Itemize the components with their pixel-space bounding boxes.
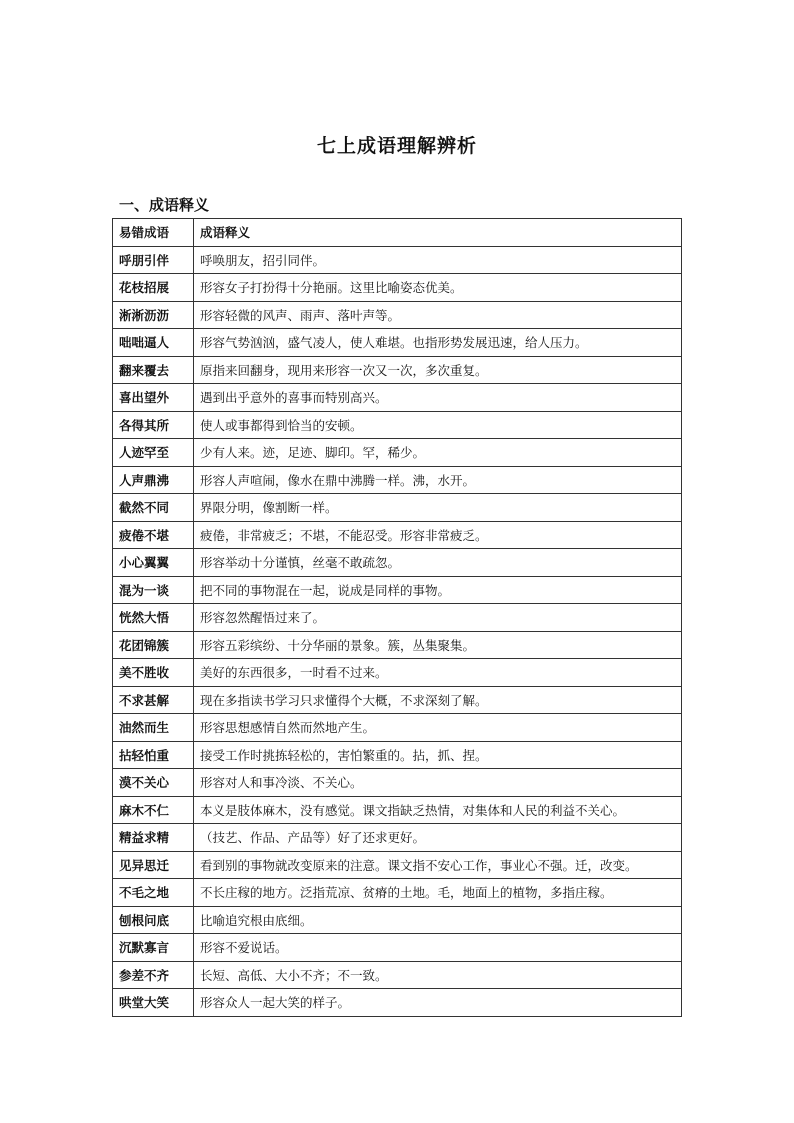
table-row bbox=[113, 521, 682, 549]
idiom-term: 喜出望外 bbox=[113, 384, 194, 412]
idiom-definition: 少有人来。迹，足迹、脚印。罕，稀少。 bbox=[194, 439, 682, 467]
idiom-term: 恍然大悟 bbox=[113, 604, 194, 632]
idiom-term: 不求甚解 bbox=[113, 686, 194, 714]
table-row bbox=[113, 439, 682, 467]
idiom-term: 麻木不仁 bbox=[113, 796, 194, 824]
table-body bbox=[113, 246, 682, 1016]
table-row bbox=[113, 961, 682, 989]
column-header-definition: 成语释义 bbox=[194, 219, 682, 247]
table-row bbox=[113, 659, 682, 687]
idiom-definition: 原指来回翻身，现用来形容一次又一次，多次重复。 bbox=[194, 356, 682, 384]
table-row bbox=[113, 989, 682, 1017]
table-row bbox=[113, 824, 682, 852]
idiom-term: 油然而生 bbox=[113, 714, 194, 742]
idiom-definition: 使人或事都得到恰当的安顿。 bbox=[194, 411, 682, 439]
idiom-term: 人迹罕至 bbox=[113, 439, 194, 467]
idiom-term: 美不胜收 bbox=[113, 659, 194, 687]
table-row bbox=[113, 384, 682, 412]
idiom-term: 各得其所 bbox=[113, 411, 194, 439]
idiom-term: 刨根问底 bbox=[113, 906, 194, 934]
table-row bbox=[113, 356, 682, 384]
idiom-definition: 形容思想感情自然而然地产生。 bbox=[194, 714, 682, 742]
idiom-term: 截然不同 bbox=[113, 494, 194, 522]
idiom-definition: 形容忽然醒悟过来了。 bbox=[194, 604, 682, 632]
idiom-definition: 形容五彩缤纷、十分华丽的景象。簇，丛集聚集。 bbox=[194, 631, 682, 659]
idiom-term: 参差不齐 bbox=[113, 961, 194, 989]
idiom-term: 拈轻怕重 bbox=[113, 741, 194, 769]
table-row bbox=[113, 769, 682, 797]
idiom-definition: 把不同的事物混在一起，说成是同样的事物。 bbox=[194, 576, 682, 604]
table-row bbox=[113, 796, 682, 824]
column-header-idiom: 易错成语 bbox=[113, 219, 194, 247]
idiom-definition: 形容气势汹汹，盛气凌人，使人难堪。也指形势发展迅速，给人压力。 bbox=[194, 329, 682, 357]
idiom-definition: 不长庄稼的地方。泛指荒凉、贫瘠的土地。毛，地面上的植物，多指庄稼。 bbox=[194, 879, 682, 907]
idiom-definition: 形容轻微的风声、雨声、落叶声等。 bbox=[194, 301, 682, 329]
idiom-definition: 形容众人一起大笑的样子。 bbox=[194, 989, 682, 1017]
idiom-definition: 呼唤朋友，招引同伴。 bbox=[194, 246, 682, 274]
idiom-term: 人声鼎沸 bbox=[113, 466, 194, 494]
idiom-definition: 疲倦，非常疲乏；不堪，不能忍受。形容非常疲乏。 bbox=[194, 521, 682, 549]
idiom-definition: 本义是肢体麻木，没有感觉。课文指缺乏热情，对集体和人民的利益不关心。 bbox=[194, 796, 682, 824]
table-row bbox=[113, 686, 682, 714]
idiom-term: 不毛之地 bbox=[113, 879, 194, 907]
idiom-table bbox=[112, 218, 682, 1017]
idiom-term: 咄咄逼人 bbox=[113, 329, 194, 357]
table-row bbox=[113, 604, 682, 632]
idiom-term: 呼朋引伴 bbox=[113, 246, 194, 274]
idiom-term: 淅淅沥沥 bbox=[113, 301, 194, 329]
idiom-term: 精益求精 bbox=[113, 824, 194, 852]
idiom-term: 见异思迁 bbox=[113, 851, 194, 879]
idiom-definition: 形容举动十分谨慎，丝毫不敢疏忽。 bbox=[194, 549, 682, 577]
idiom-term: 翻来覆去 bbox=[113, 356, 194, 384]
idiom-definition: 比喻追究根由底细。 bbox=[194, 906, 682, 934]
idiom-definition: 现在多指读书学习只求懂得个大概，不求深刻了解。 bbox=[194, 686, 682, 714]
idiom-definition: 看到别的事物就改变原来的注意。课文指不安心工作，事业心不强。迁，改变。 bbox=[194, 851, 682, 879]
idiom-definition: 美好的东西很多，一时看不过来。 bbox=[194, 659, 682, 687]
table-row bbox=[113, 466, 682, 494]
table-row bbox=[113, 494, 682, 522]
table-row bbox=[113, 246, 682, 274]
idiom-definition: （技艺、作品、产品等）好了还求更好。 bbox=[194, 824, 682, 852]
idiom-term: 小心翼翼 bbox=[113, 549, 194, 577]
idiom-term: 疲倦不堪 bbox=[113, 521, 194, 549]
table-row bbox=[113, 741, 682, 769]
idiom-definition: 形容人声喧闹，像水在鼎中沸腾一样。沸，水开。 bbox=[194, 466, 682, 494]
idiom-definition: 形容不爱说话。 bbox=[194, 934, 682, 962]
section-heading: 一、成语释义 bbox=[119, 196, 210, 214]
idiom-definition: 形容对人和事冷淡、不关心。 bbox=[194, 769, 682, 797]
table-row bbox=[113, 934, 682, 962]
idiom-term: 漠不关心 bbox=[113, 769, 194, 797]
table-row bbox=[113, 549, 682, 577]
idiom-definition: 长短、高低、大小不齐；不一致。 bbox=[194, 961, 682, 989]
idiom-term: 花团锦簇 bbox=[113, 631, 194, 659]
idiom-term: 花枝招展 bbox=[113, 274, 194, 302]
idiom-term: 混为一谈 bbox=[113, 576, 194, 604]
table-row bbox=[113, 851, 682, 879]
idiom-definition: 界限分明，像割断一样。 bbox=[194, 494, 682, 522]
table-header-row bbox=[113, 219, 682, 247]
idiom-term: 哄堂大笑 bbox=[113, 989, 194, 1017]
table-row bbox=[113, 411, 682, 439]
idiom-term: 沉默寡言 bbox=[113, 934, 194, 962]
idiom-definition: 接受工作时挑拣轻松的，害怕繁重的。拈，抓、捏。 bbox=[194, 741, 682, 769]
table-row bbox=[113, 714, 682, 742]
page-title: 七上成语理解辨析 bbox=[316, 135, 477, 157]
table-row bbox=[113, 906, 682, 934]
table-row bbox=[113, 631, 682, 659]
table-row bbox=[113, 301, 682, 329]
table-row bbox=[113, 879, 682, 907]
table-row bbox=[113, 576, 682, 604]
idiom-definition: 遇到出乎意外的喜事而特别高兴。 bbox=[194, 384, 682, 412]
idiom-definition: 形容女子打扮得十分艳丽。这里比喻姿态优美。 bbox=[194, 274, 682, 302]
table-row bbox=[113, 329, 682, 357]
table-row bbox=[113, 274, 682, 302]
